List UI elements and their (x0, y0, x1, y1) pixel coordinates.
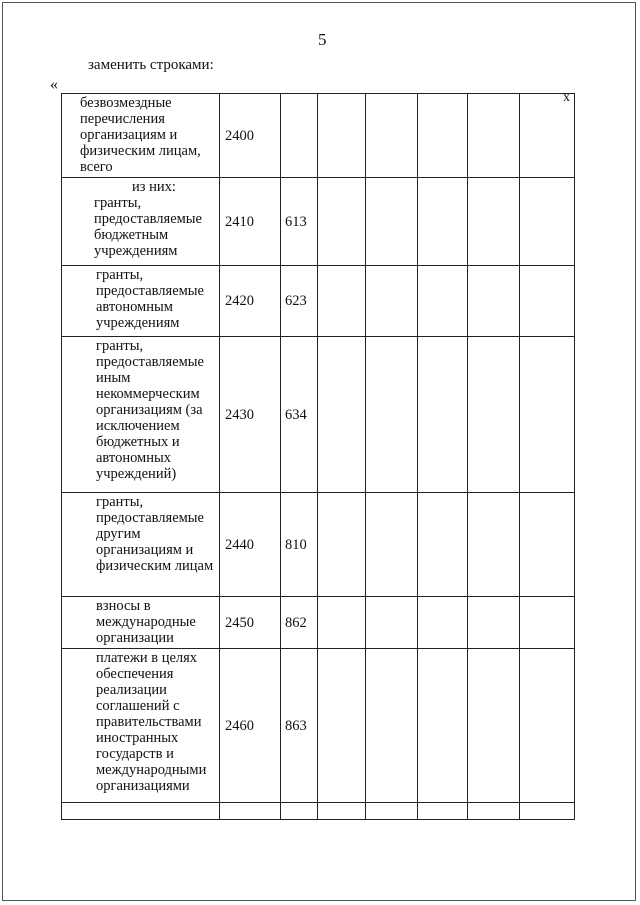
row-kosgu: 634 (281, 337, 318, 493)
row-kosgu: 863 (281, 649, 318, 803)
table-row (62, 94, 575, 178)
table-row (62, 337, 575, 493)
row-code: 2460 (220, 649, 281, 803)
table-row (62, 266, 575, 337)
row-kosgu (281, 94, 318, 178)
empty-cell (366, 597, 418, 649)
empty-cell (418, 493, 468, 597)
row-code: 2410 (220, 178, 281, 266)
empty-cell (468, 649, 520, 803)
empty-cell (318, 597, 366, 649)
empty-cell (318, 94, 366, 178)
page-number: 5 (318, 30, 327, 49)
empty-cell (220, 803, 281, 820)
empty-cell (418, 178, 468, 266)
empty-cell (418, 597, 468, 649)
empty-cell (62, 803, 220, 820)
empty-cell (468, 94, 520, 178)
intro-text: заменить строками: (88, 57, 214, 73)
row-name-cell (62, 178, 220, 266)
empty-cell (520, 266, 575, 337)
empty-cell (418, 266, 468, 337)
row-name: гранты, предоставляемые другим организациям и физическим лицам (62, 493, 220, 597)
row-kosgu: 862 (281, 597, 318, 649)
row-name: платежи в целях обеспечения реализации соглашений с правительствами иностранных государств и международными организациями (62, 649, 220, 803)
empty-cell (468, 493, 520, 597)
empty-cell (418, 337, 468, 493)
row-name: гранты, предоставляемые автономным учреждениям (62, 266, 220, 337)
row-kosgu: 613 (281, 178, 318, 266)
row-kosgu: 810 (281, 493, 318, 597)
empty-cell (468, 266, 520, 337)
row-kosgu: 623 (281, 266, 318, 337)
empty-cell (281, 803, 318, 820)
row-code: 2450 (220, 597, 281, 649)
empty-cell (520, 597, 575, 649)
table-row (62, 597, 575, 649)
empty-cell (318, 649, 366, 803)
row-code: 2400 (220, 94, 281, 178)
empty-cell (520, 803, 575, 820)
empty-cell (520, 649, 575, 803)
row-subheading: из них: (132, 179, 176, 195)
empty-cell (366, 94, 418, 178)
row-code: 2430 (220, 337, 281, 493)
empty-cell (520, 178, 575, 266)
empty-cell (318, 337, 366, 493)
empty-cell (318, 266, 366, 337)
row-name: взносы в международные организации (62, 597, 220, 649)
row-code: 2420 (220, 266, 281, 337)
table-row (62, 493, 575, 597)
row-name: гранты, предоставляемые иным некоммерческим организациям (за исключением бюджетных и автономных учреждений) (62, 337, 220, 493)
empty-cell (318, 178, 366, 266)
empty-cell (468, 597, 520, 649)
empty-cell (468, 178, 520, 266)
empty-cell (418, 803, 468, 820)
empty-cell (366, 337, 418, 493)
empty-cell (468, 803, 520, 820)
empty-cell (366, 178, 418, 266)
empty-cell (468, 337, 520, 493)
empty-cell (418, 94, 468, 178)
empty-cell (520, 337, 575, 493)
table-row (62, 803, 575, 820)
empty-cell (418, 649, 468, 803)
end-marker: x (563, 90, 570, 105)
empty-cell (366, 649, 418, 803)
opening-quote-mark: « (50, 76, 58, 93)
table-row (62, 649, 575, 803)
empty-cell (366, 266, 418, 337)
empty-cell (366, 493, 418, 597)
row-code: 2440 (220, 493, 281, 597)
empty-cell (318, 803, 366, 820)
empty-cell (366, 803, 418, 820)
table-row (62, 178, 575, 266)
row-name: гранты, предоставляемые бюджетным учреждениям (94, 195, 202, 259)
empty-cell (318, 493, 366, 597)
budget-table (61, 93, 575, 820)
empty-cell (520, 493, 575, 597)
empty-cell (520, 94, 575, 178)
row-name: безвозмездные перечисления организациям и физическим лицам, всего (62, 94, 220, 178)
